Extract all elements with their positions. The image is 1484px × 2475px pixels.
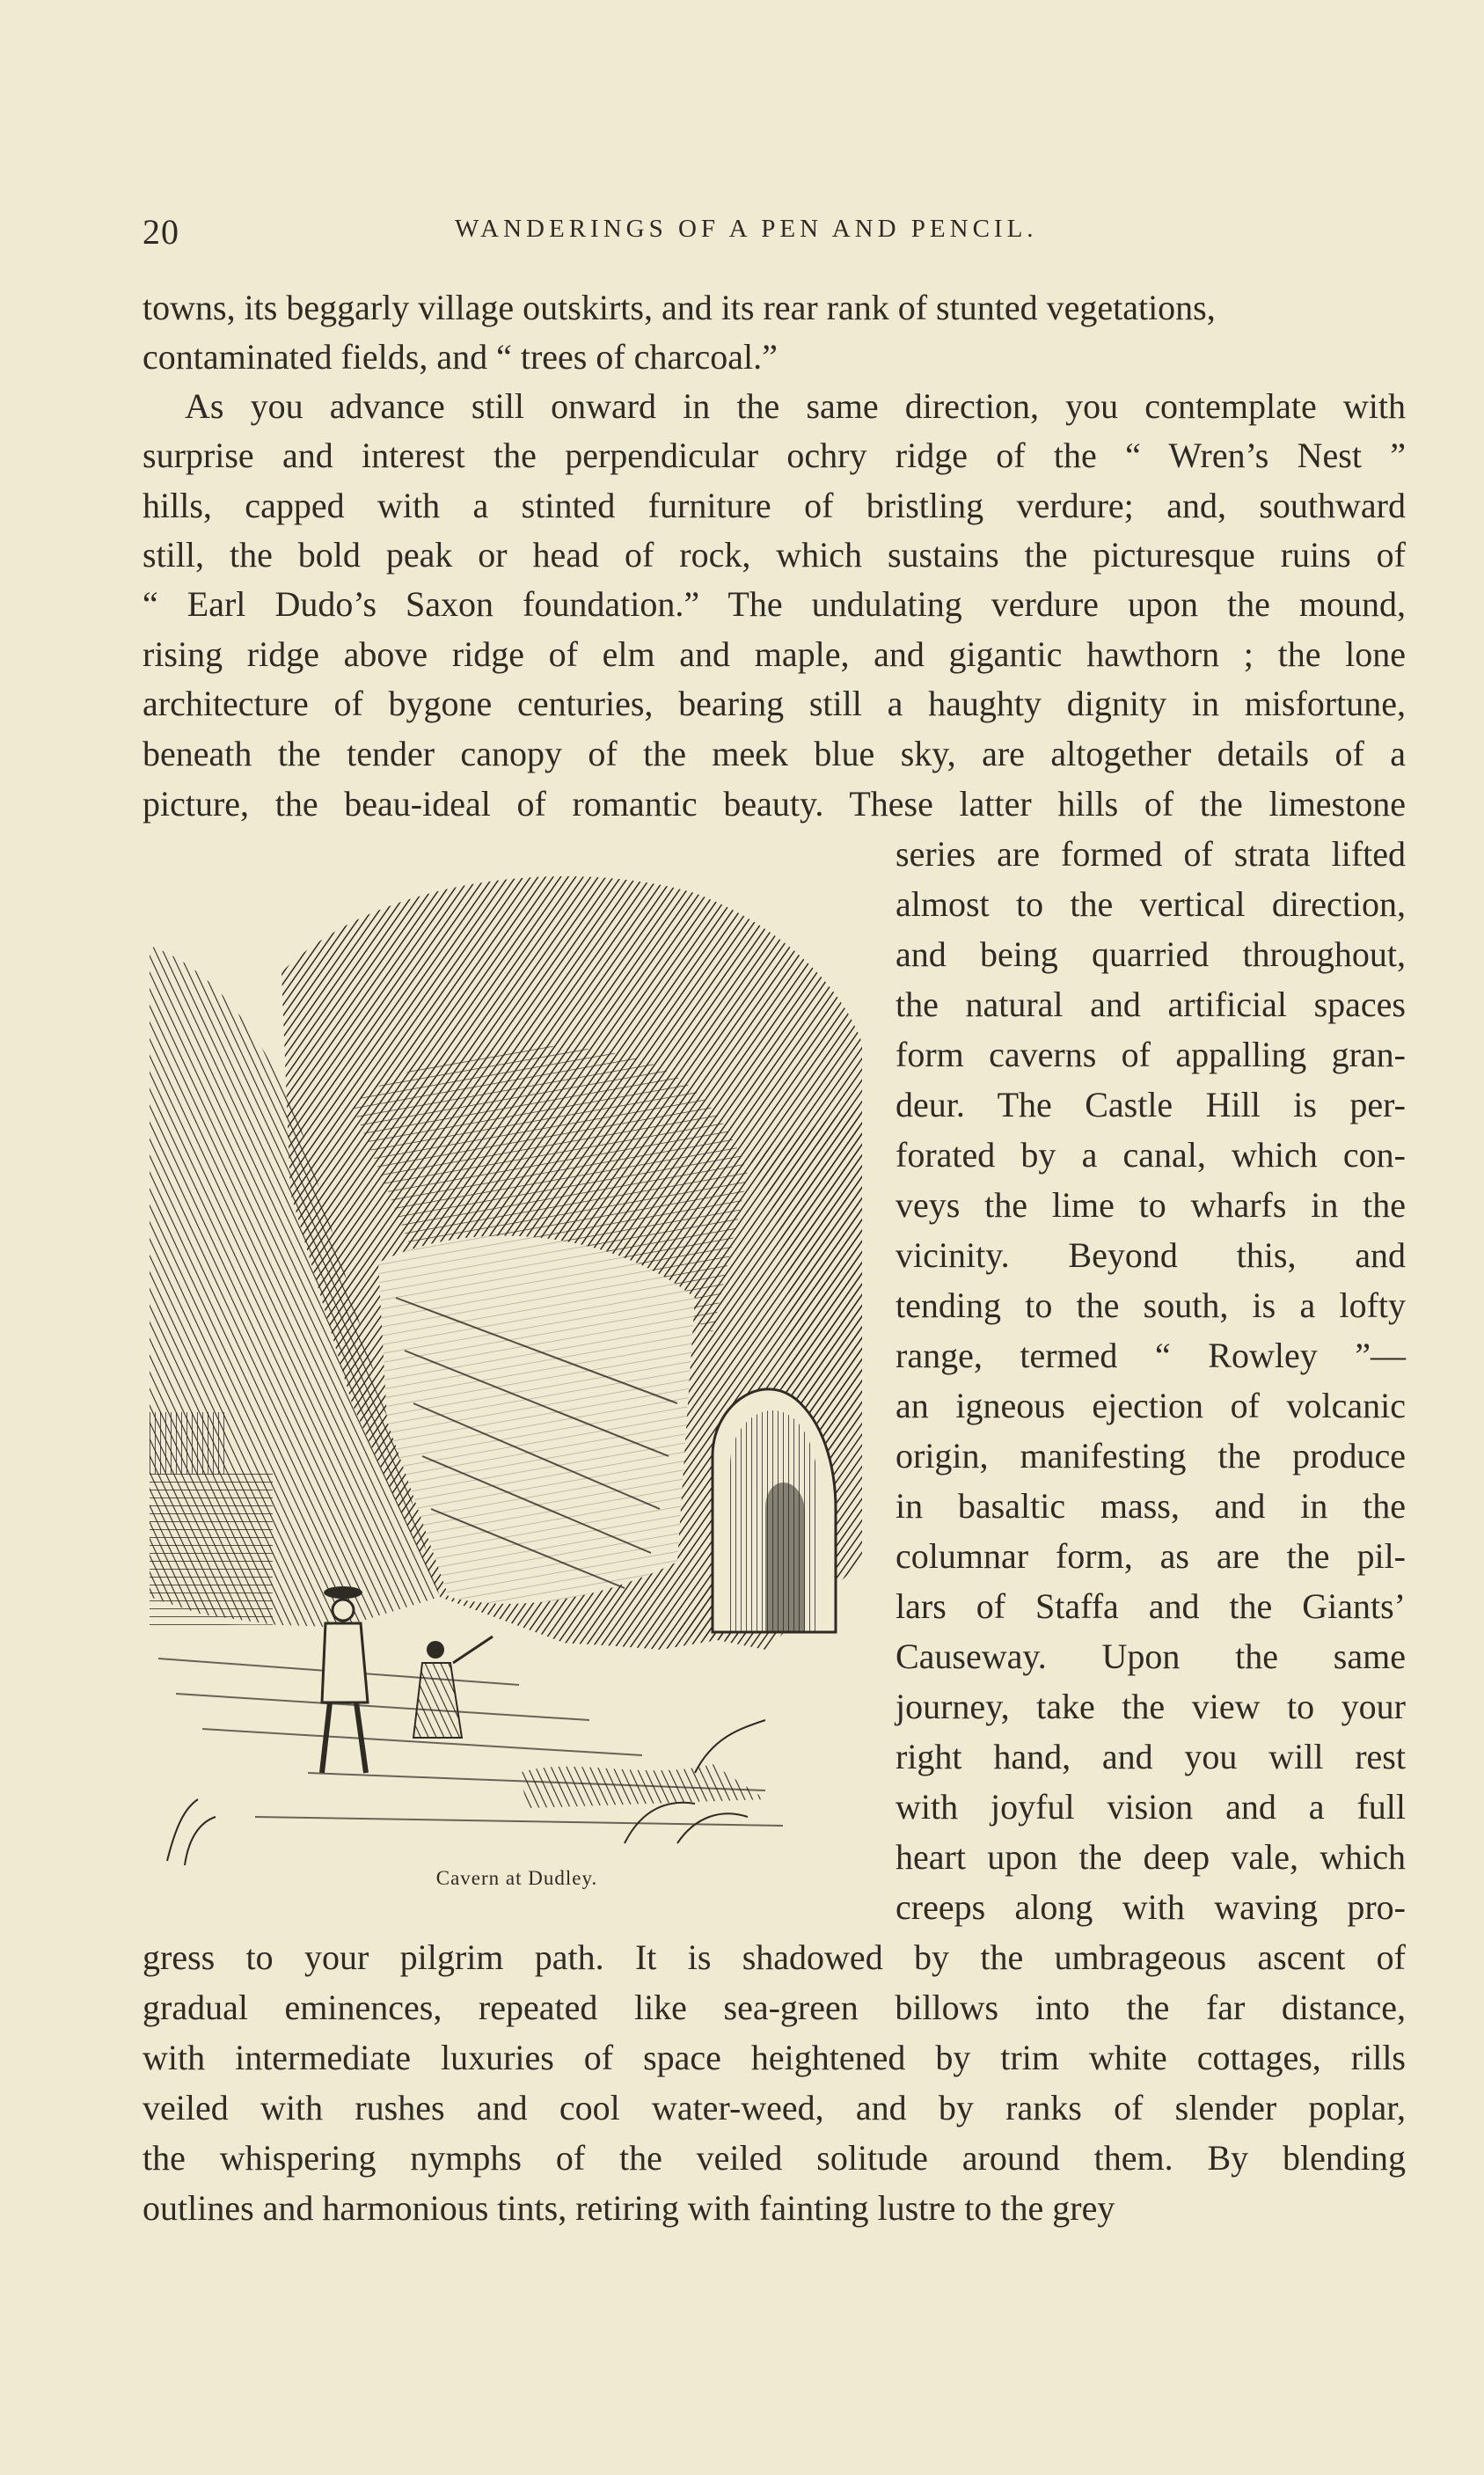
text-line: with intermediate luxuries of space heightened by trim white cottages, rills	[143, 2038, 1406, 2077]
text-line: veiled with rushes and cool water-weed, and by ranks of slender poplar,	[143, 2088, 1406, 2127]
text-line: series are formed of strata lifted	[896, 834, 1406, 874]
text-line: the whispering nymphs of the veiled solitude around them. By blending	[143, 2138, 1406, 2178]
text-line: with joyful vision and a full	[896, 1787, 1406, 1827]
page-number: 20	[143, 212, 179, 252]
text-line: the natural and artificial spaces	[896, 985, 1406, 1024]
text-line: rising ridge above ridge of elm and maple, and gigantic hawthorn ; the lone	[143, 634, 1406, 674]
text-line: contaminated fields, and “ trees of charcoal.”	[143, 337, 778, 377]
text-line: forated by a canal, which con-	[896, 1135, 1406, 1175]
cavern-engraving	[150, 840, 884, 1887]
text-line: picture, the beau-ideal of romantic beauty. These latter hills of the limestone	[143, 784, 1406, 824]
text-line: journey, take the view to your	[896, 1687, 1406, 1726]
text-line: architecture of bygone centuries, bearing still a haughty dignity in misfortune,	[143, 684, 1406, 723]
text-line: form caverns of appalling gran-	[896, 1035, 1406, 1074]
text-line: almost to the vertical direction,	[896, 884, 1406, 924]
text-line: hills, capped with a stinted furniture of bristling verdure; and, southward	[143, 486, 1406, 525]
text-line: origin, manifesting the produce	[896, 1436, 1406, 1475]
text-line: an igneous ejection of volcanic	[896, 1386, 1406, 1425]
text-line: “ Earl Dudo’s Saxon foundation.” The undulating verdure upon the mound,	[143, 584, 1406, 624]
text-line: range, termed “ Rowley ”—	[896, 1336, 1406, 1375]
text-line: columnar form, as are the pil-	[896, 1536, 1406, 1576]
text-line: veys the lime to wharfs in the	[896, 1185, 1406, 1225]
text-line: gress to your pilgrim path. It is shadowed by the umbrageous ascent of	[143, 1937, 1406, 1977]
text-line: creeps along with waving pro-	[896, 1887, 1406, 1927]
text-line: towns, its beggarly village outskirts, and its rear rank of stunted vegetations,	[143, 288, 1216, 327]
text-line: and being quarried throughout,	[896, 934, 1406, 974]
text-line: in basaltic mass, and in the	[896, 1486, 1406, 1526]
text-line: outlines and harmonious tints, retiring with fainting lustre to the grey	[143, 2188, 1115, 2228]
text-line: Causeway. Upon the same	[896, 1637, 1406, 1676]
text-line: right hand, and you will rest	[896, 1737, 1406, 1776]
text-line: As you advance still onward in the same direction, you contemplate with	[185, 386, 1406, 426]
text-line: tending to the south, is a lofty	[896, 1285, 1406, 1325]
text-line: surprise and interest the perpendicular ochry ridge of the “ Wren’s Nest ”	[143, 436, 1406, 475]
running-title: WANDERINGS OF A PEN AND PENCIL.	[455, 215, 1038, 243]
page-header	[143, 211, 1399, 264]
text-line: deur. The Castle Hill is per-	[896, 1085, 1406, 1124]
text-line: still, the bold peak or head of rock, which sustains the picturesque ruins of	[143, 535, 1406, 575]
text-line: gradual eminences, repeated like sea-green billows into the far distance,	[143, 1988, 1406, 2027]
text-line: lars of Staffa and the Giants’	[896, 1586, 1406, 1626]
figure-caption: Cavern at Dudley.	[435, 1867, 598, 1889]
text-line: heart upon the deep vale, which	[896, 1837, 1406, 1877]
text-line: vicinity. Beyond this, and	[896, 1235, 1406, 1275]
text-line: beneath the tender canopy of the meek blue sky, are altogether details of a	[143, 734, 1406, 773]
